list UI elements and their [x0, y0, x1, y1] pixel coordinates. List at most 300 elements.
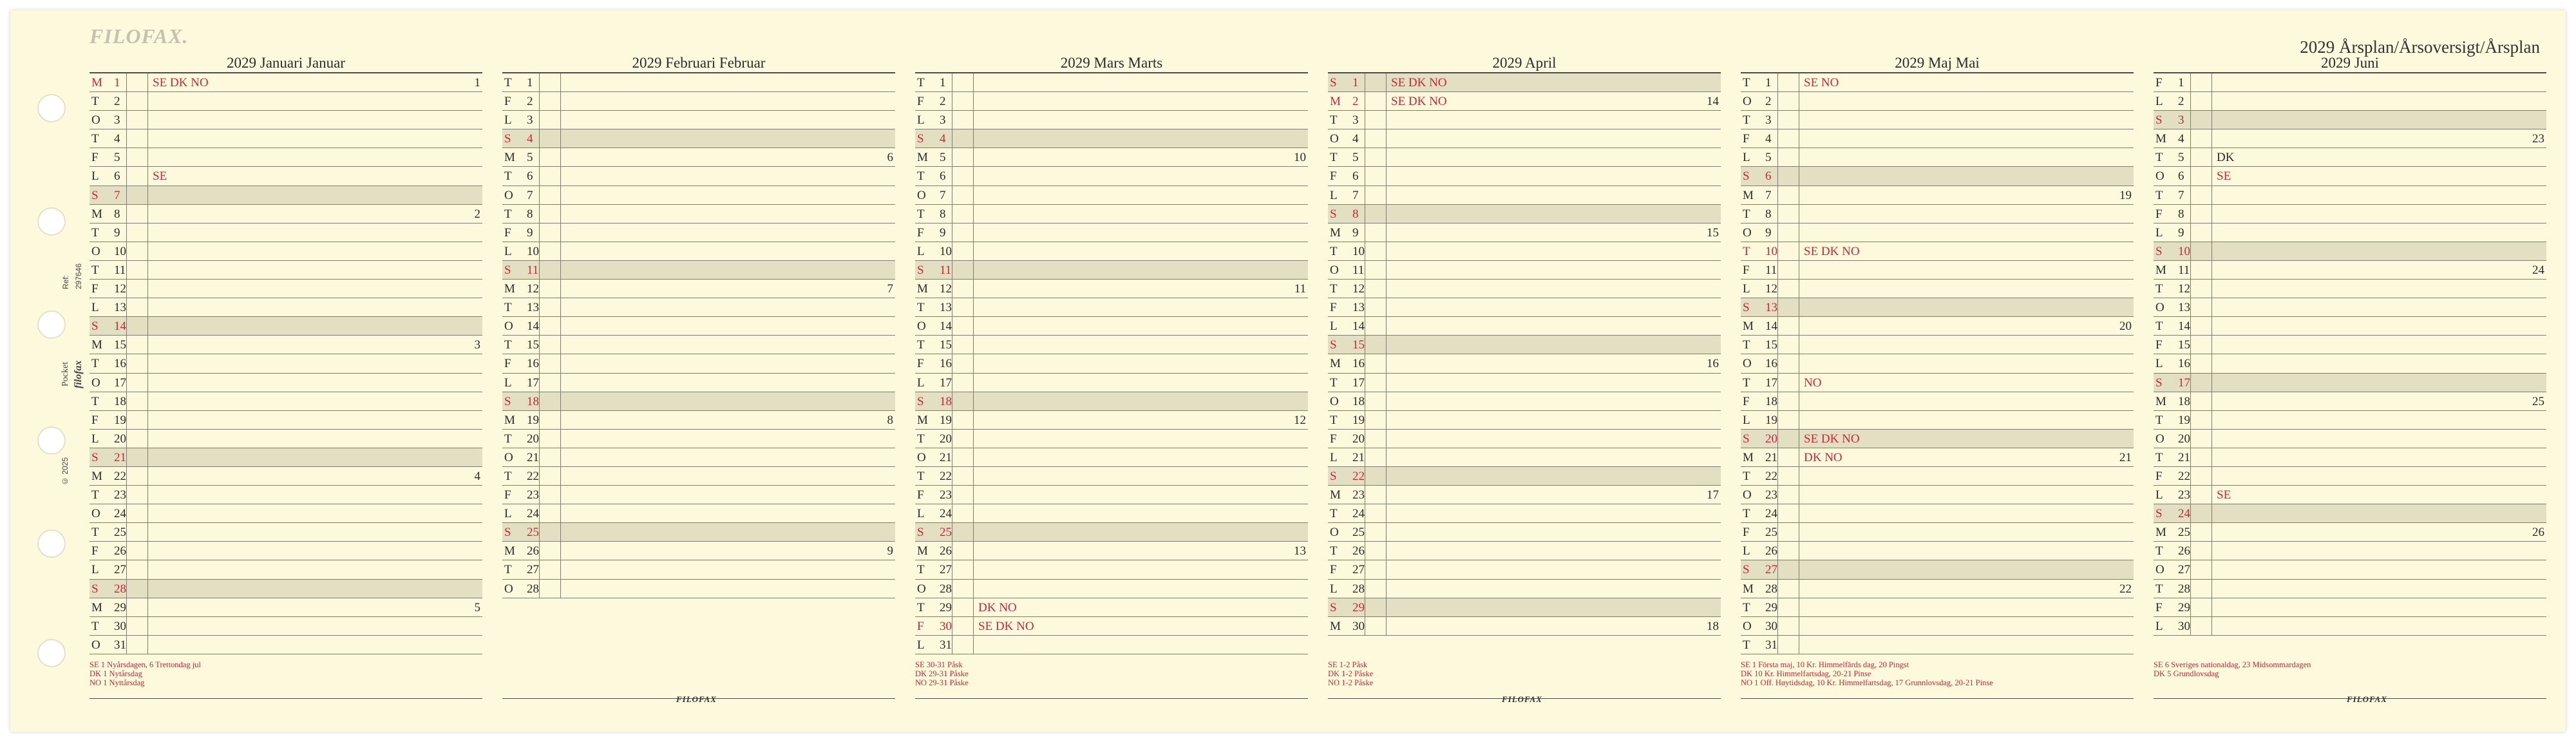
weekday-letter: L: [1330, 450, 1338, 464]
weekday-letter: O: [91, 244, 100, 258]
weekday-letter: M: [1330, 357, 1341, 371]
month-column: [1741, 53, 2134, 697]
side-brand: [59, 348, 85, 400]
weekday-letter: T: [91, 95, 99, 109]
column-divider: [1386, 261, 1387, 279]
weekday-letter: T: [1330, 544, 1338, 558]
column-divider: [560, 111, 561, 129]
day-number: 14: [2178, 319, 2190, 334]
day-number: 26: [1765, 544, 1777, 558]
day-number: 16: [114, 357, 126, 371]
week-number: 6: [887, 151, 893, 165]
column-divider: [2190, 129, 2191, 147]
month-column: [1328, 53, 1721, 704]
day-row: [1741, 598, 2134, 617]
day-row: [90, 336, 482, 354]
day-number: 28: [1352, 582, 1365, 596]
day-number: 9: [1765, 225, 1772, 240]
day-row: [2154, 504, 2546, 523]
day-row: [2154, 411, 2546, 430]
day-row: [1741, 73, 2134, 92]
column-divider: [560, 73, 561, 91]
day-row: [1328, 542, 1721, 560]
day-number: 6: [1352, 169, 1359, 184]
column-divider: [973, 523, 974, 541]
column-divider: [147, 261, 148, 279]
weekday-letter: T: [2155, 582, 2163, 596]
weekday-letter: T: [2155, 188, 2163, 202]
column-divider: [560, 261, 561, 279]
column-divider: [539, 129, 540, 147]
weekday-letter: M: [1743, 319, 1754, 334]
day-number: 31: [1765, 638, 1777, 652]
day-row: [502, 580, 895, 598]
weekday-letter: S: [1743, 301, 1750, 315]
column-divider: [2211, 448, 2212, 466]
column-divider: [147, 374, 148, 392]
week-number: 9: [887, 544, 893, 558]
day-number: 29: [940, 600, 952, 614]
holiday-countries: SE DK NO: [153, 76, 209, 90]
column-divider: [2190, 448, 2191, 466]
weekday-letter: O: [504, 319, 513, 334]
weekday-letter: T: [1743, 76, 1750, 90]
day-row: [90, 598, 482, 617]
day-number: 7: [114, 188, 120, 202]
day-number: 27: [527, 563, 539, 577]
weekday-letter: F: [2155, 469, 2163, 483]
weekday-letter: M: [91, 338, 102, 352]
day-row: [90, 317, 482, 336]
month-title: 2029 Februari Februar: [502, 53, 895, 73]
holiday-countries: DK NO: [1804, 450, 1842, 464]
column-divider: [147, 467, 148, 485]
day-number: 1: [527, 76, 533, 90]
weekday-letter: M: [504, 282, 515, 296]
column-divider: [2190, 317, 2191, 335]
column-divider: [560, 560, 561, 578]
week-number: 23: [2532, 132, 2544, 146]
day-number: 25: [527, 526, 539, 540]
weekday-letter: M: [504, 413, 515, 427]
column-divider: [560, 486, 561, 504]
holiday-note: DK 1 Nytårsdag: [90, 669, 142, 679]
day-row: [915, 148, 1308, 167]
weekday-letter: L: [917, 507, 925, 521]
column-divider: [147, 167, 148, 185]
weekday-letter: S: [1330, 338, 1337, 352]
weekday-letter: O: [1330, 526, 1339, 540]
day-number: 27: [1765, 563, 1777, 577]
column-divider: [2190, 504, 2191, 522]
weekday-letter: O: [917, 450, 926, 464]
weekday-letter: T: [504, 563, 512, 577]
weekday-letter: L: [2155, 488, 2163, 502]
day-number: 4: [527, 132, 533, 146]
column-divider: [1777, 598, 1778, 616]
weekday-letter: T: [1330, 244, 1338, 258]
weekday-letter: S: [91, 188, 99, 202]
day-number: 30: [114, 619, 126, 633]
column-divider: [1386, 354, 1387, 372]
day-row: [1328, 111, 1721, 129]
column-divider: [1386, 148, 1387, 166]
column-divider: [1777, 411, 1778, 429]
footer-rule: [915, 698, 1308, 699]
holiday-note: SE 6 Sveriges nationaldag, 23 Midsommardagen: [2154, 660, 2311, 670]
day-number: 15: [2178, 338, 2190, 352]
day-number: 13: [1765, 301, 1777, 315]
column-divider: [539, 224, 540, 242]
day-row: [2154, 336, 2546, 354]
column-divider: [1386, 411, 1387, 429]
column-divider: [973, 129, 974, 147]
weekday-letter: F: [917, 225, 924, 240]
day-row: [1741, 205, 2134, 224]
holiday-countries: SE DK NO: [978, 619, 1034, 633]
column-divider: [539, 280, 540, 298]
day-number: 4: [1352, 132, 1359, 146]
column-divider: [2190, 242, 2191, 260]
column-divider: [2190, 617, 2191, 635]
holiday-countries: SE: [2217, 488, 2231, 502]
column-divider: [1386, 598, 1387, 616]
day-row: [1328, 317, 1721, 336]
day-number: 27: [114, 563, 126, 577]
weekday-letter: S: [504, 526, 511, 540]
column-divider: [973, 504, 974, 522]
column-divider: [1777, 205, 1778, 223]
day-number: 18: [1765, 394, 1777, 408]
holiday-countries: SE DK NO: [1391, 95, 1447, 109]
weekday-letter: M: [91, 469, 102, 483]
column-divider: [1777, 111, 1778, 129]
column-divider: [126, 336, 127, 354]
weekday-letter: F: [1330, 301, 1337, 315]
day-number: 29: [1765, 600, 1777, 614]
weekday-letter: L: [1330, 319, 1338, 334]
column-divider: [973, 336, 974, 354]
day-number: 15: [1352, 338, 1365, 352]
day-number: 8: [1765, 207, 1772, 221]
weekday-letter: T: [2155, 450, 2163, 464]
column-divider: [2211, 148, 2212, 166]
day-number: 21: [114, 450, 126, 464]
column-divider: [973, 186, 974, 204]
holiday-note: NO 1 Nyttårsdag: [90, 678, 145, 688]
weekday-letter: T: [2155, 282, 2163, 296]
day-row: [1328, 129, 1721, 148]
column-divider: [1777, 280, 1778, 298]
column-divider: [539, 336, 540, 354]
day-row: [1741, 224, 2134, 242]
day-row: [2154, 467, 2546, 486]
column-divider: [126, 354, 127, 372]
day-row: [1328, 354, 1721, 373]
weekday-letter: M: [1743, 450, 1754, 464]
weekday-letter: F: [1743, 263, 1750, 277]
weekday-letter: T: [917, 600, 925, 614]
day-row: [90, 354, 482, 373]
weekday-letter: F: [504, 95, 511, 109]
day-number: 12: [2178, 282, 2190, 296]
column-divider: [147, 411, 148, 429]
column-divider: [539, 467, 540, 485]
day-row: [90, 448, 482, 467]
column-divider: [539, 486, 540, 504]
week-number: 24: [2532, 263, 2544, 277]
weekday-letter: L: [1330, 582, 1338, 596]
column-divider: [2190, 224, 2191, 242]
column-divider: [539, 392, 540, 410]
weekday-letter: F: [917, 488, 924, 502]
day-row: [915, 242, 1308, 261]
day-number: 17: [940, 376, 952, 390]
day-row: [502, 523, 895, 542]
day-number: 10: [114, 244, 126, 258]
column-divider: [1386, 542, 1387, 560]
column-divider: [560, 392, 561, 410]
column-divider: [539, 374, 540, 392]
month-title: 2029 April: [1328, 53, 1721, 73]
column-divider: [2211, 261, 2212, 279]
day-row: [1328, 298, 1721, 317]
day-row: [90, 374, 482, 392]
day-row: [90, 298, 482, 317]
day-row: [90, 430, 482, 448]
week-number: 17: [1707, 488, 1719, 502]
column-divider: [973, 261, 974, 279]
day-row: [90, 617, 482, 636]
holiday-note: SE 1-2 Påsk: [1328, 660, 1368, 670]
day-row: [1741, 92, 2134, 111]
weekday-letter: M: [2155, 526, 2166, 540]
day-number: 2: [527, 95, 533, 109]
week-number: 13: [1294, 544, 1306, 558]
weekday-letter: F: [91, 544, 99, 558]
day-number: 2: [2178, 95, 2184, 109]
binder-hole: [37, 207, 66, 236]
weekday-letter: F: [91, 413, 99, 427]
day-number: 17: [114, 376, 126, 390]
day-number: 9: [2178, 225, 2184, 240]
column-divider: [1386, 448, 1387, 466]
day-row: [1741, 636, 2134, 654]
day-number: 24: [1765, 507, 1777, 521]
column-divider: [2211, 336, 2212, 354]
column-divider: [2190, 542, 2191, 560]
column-divider: [126, 392, 127, 410]
column-divider: [973, 354, 974, 372]
column-divider: [1386, 336, 1387, 354]
day-number: 26: [1352, 544, 1365, 558]
weekday-letter: S: [1330, 207, 1337, 221]
column-divider: [147, 354, 148, 372]
weekday-letter: T: [91, 526, 99, 540]
day-number: 26: [527, 544, 539, 558]
day-number: 9: [527, 225, 533, 240]
weekday-letter: T: [504, 169, 512, 184]
weekday-letter: M: [2155, 394, 2166, 408]
day-row: [2154, 523, 2546, 542]
day-number: 31: [114, 638, 126, 652]
day-number: 18: [527, 394, 539, 408]
week-number: 20: [2119, 319, 2132, 334]
weekday-letter: O: [1743, 225, 1752, 240]
weekday-letter: L: [1743, 544, 1750, 558]
day-number: 13: [2178, 301, 2190, 315]
column-divider: [1777, 560, 1778, 578]
week-number: 26: [2532, 526, 2544, 540]
weekday-letter: T: [91, 132, 99, 146]
day-number: 10: [1765, 244, 1777, 258]
column-divider: [126, 167, 127, 185]
weekday-letter: S: [2155, 376, 2163, 390]
day-row: [1328, 523, 1721, 542]
column-divider: [539, 186, 540, 204]
day-row: [2154, 448, 2546, 467]
day-number: 1: [114, 76, 120, 90]
day-row: [90, 242, 482, 261]
weekday-letter: S: [1330, 76, 1337, 90]
column-divider: [126, 111, 127, 129]
column-divider: [126, 580, 127, 598]
day-row: [90, 486, 482, 504]
weekday-letter: S: [1743, 432, 1750, 446]
day-number: 20: [940, 432, 952, 446]
column-divider: [560, 336, 561, 354]
day-number: 20: [114, 432, 126, 446]
weekday-letter: O: [1743, 488, 1752, 502]
column-divider: [1777, 523, 1778, 541]
day-row: [502, 111, 895, 129]
day-number: 3: [1352, 113, 1359, 128]
weekday-letter: T: [91, 619, 99, 633]
column-divider: [973, 598, 974, 616]
column-divider: [1386, 205, 1387, 223]
weekday-letter: T: [1743, 507, 1750, 521]
column-divider: [126, 411, 127, 429]
day-number: 4: [114, 132, 120, 146]
weekday-letter: L: [2155, 225, 2163, 240]
day-number: 12: [527, 282, 539, 296]
day-number: 4: [2178, 132, 2184, 146]
column-divider: [147, 280, 148, 298]
day-number: 11: [527, 263, 539, 277]
holiday-notes: [90, 660, 201, 687]
day-number: 15: [527, 338, 539, 352]
column-divider: [1777, 148, 1778, 166]
column-divider: [2190, 186, 2191, 204]
column-divider: [1777, 486, 1778, 504]
column-divider: [539, 92, 540, 110]
day-number: 11: [1765, 263, 1777, 277]
column-divider: [126, 92, 127, 110]
day-number: 2: [940, 95, 946, 109]
day-number: 19: [2178, 413, 2190, 427]
column-divider: [147, 224, 148, 242]
column-divider: [2211, 430, 2212, 448]
weekday-letter: M: [917, 282, 928, 296]
day-number: 31: [940, 638, 952, 652]
weekday-letter: L: [2155, 357, 2163, 371]
day-number: 23: [2178, 488, 2190, 502]
column-divider: [126, 448, 127, 466]
day-number: 21: [1352, 450, 1365, 464]
day-number: 22: [527, 469, 539, 483]
column-divider: [1386, 186, 1387, 204]
day-row: [1328, 167, 1721, 186]
day-row: [1741, 374, 2134, 392]
day-number: 10: [2178, 244, 2190, 258]
day-number: 5: [940, 151, 946, 165]
day-number: 29: [114, 600, 126, 614]
day-row: [915, 467, 1308, 486]
day-row: [1741, 336, 2134, 354]
weekday-letter: S: [1743, 563, 1750, 577]
weekday-letter: T: [2155, 413, 2163, 427]
weekday-letter: F: [917, 619, 924, 633]
day-number: 18: [2178, 394, 2190, 408]
day-number: 25: [1352, 526, 1365, 540]
weekday-letter: S: [91, 582, 99, 596]
weekday-letter: S: [504, 263, 511, 277]
day-row: [502, 411, 895, 430]
day-number: 9: [940, 225, 946, 240]
column-divider: [560, 92, 561, 110]
column-divider: [1777, 617, 1778, 635]
weekday-letter: F: [2155, 338, 2163, 352]
weekday-letter: F: [1330, 169, 1337, 184]
column-divider: [147, 636, 148, 654]
day-number: 7: [940, 188, 946, 202]
column-divider: [147, 73, 148, 91]
column-divider: [2190, 354, 2191, 372]
column-divider: [560, 298, 561, 316]
column-divider: [2211, 317, 2212, 335]
column-divider: [1386, 430, 1387, 448]
column-divider: [973, 560, 974, 578]
day-number: 23: [527, 488, 539, 502]
weekday-letter: T: [504, 301, 512, 315]
day-row: [2154, 298, 2546, 317]
day-number: 21: [1765, 450, 1777, 464]
day-number: 11: [940, 263, 952, 277]
weekday-letter: L: [1330, 188, 1338, 202]
column-divider: [1386, 92, 1387, 110]
column-divider: [147, 186, 148, 204]
column-divider: [1777, 580, 1778, 598]
day-number: 20: [527, 432, 539, 446]
day-row: [502, 298, 895, 317]
weekday-letter: S: [917, 132, 924, 146]
column-divider: [2211, 129, 2212, 147]
day-number: 19: [114, 413, 126, 427]
day-row: [1741, 186, 2134, 205]
column-divider: [2190, 580, 2191, 598]
day-row: [1741, 617, 2134, 636]
column-divider: [147, 205, 148, 223]
column-divider: [1386, 374, 1387, 392]
day-row: [915, 336, 1308, 354]
day-row: [915, 430, 1308, 448]
weekday-letter: M: [1330, 95, 1341, 109]
day-row: [90, 186, 482, 205]
day-row: [2154, 224, 2546, 242]
column-divider: [539, 317, 540, 335]
day-number: 8: [1352, 207, 1359, 221]
day-number: 24: [114, 507, 126, 521]
